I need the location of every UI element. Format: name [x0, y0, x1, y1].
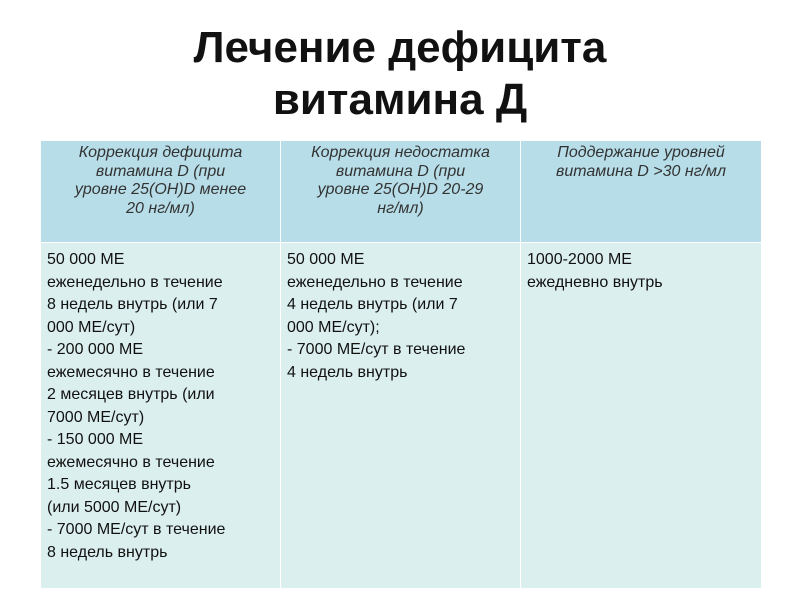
cell-maintenance-regimen	[521, 243, 762, 589]
cell-insufficiency-regimen	[281, 243, 521, 589]
header-line: нг/мл)	[377, 199, 424, 217]
header-line: Поддержание уровней	[557, 144, 725, 161]
cell-line: 4 недель внутрь	[287, 363, 408, 381]
cell-line: 8 недель внутрь	[47, 543, 168, 561]
cell-line: - 150 000 МЕ	[47, 431, 144, 448]
cell-line: 2 месяцев внутрь (или	[47, 386, 215, 403]
cell-deficiency-regimen	[41, 243, 281, 589]
header-line: Коррекция недостатка	[311, 144, 490, 161]
header-line: витамина D >30 нг/мл	[555, 162, 727, 180]
slide-title-line-2: витамина Д	[272, 75, 528, 124]
header-line: уровне 25(OH)D менее	[74, 181, 247, 198]
cell-line: 8 недель внутрь (или 7	[47, 296, 218, 313]
cell-line: ежедневно внутрь	[527, 273, 663, 291]
header-line: 20 нг/мл)	[126, 199, 195, 217]
table-header-row	[41, 141, 762, 243]
cell-line: 4 недель внутрь (или 7	[287, 296, 458, 313]
header-line: витамина D (при	[95, 162, 226, 180]
treatment-table	[40, 140, 762, 589]
cell-line: 1000-2000 МЕ	[527, 251, 632, 268]
header-insufficiency-correction	[281, 141, 521, 243]
slide-title-line-1: Лечение дефицита	[193, 23, 607, 72]
cell-line: еженедельно в течение	[287, 273, 463, 291]
header-deficiency-correction	[41, 141, 281, 243]
table-row	[41, 243, 762, 589]
header-line: уровне 25(OH)D 20-29	[317, 181, 484, 198]
cell-line: (или 5000 МЕ/сут)	[47, 498, 182, 516]
cell-line: 000 МЕ/сут);	[287, 318, 380, 336]
slide-title	[0, 22, 800, 126]
cell-line: 1.5 месяцев внутрь	[47, 476, 191, 493]
cell-line: 000 МЕ/сут)	[47, 318, 136, 336]
cell-line: ежемесячно в течение	[47, 363, 215, 381]
cell-line: 7000 МЕ/сут)	[47, 408, 145, 426]
header-line: Коррекция дефицита	[78, 144, 243, 161]
header-line: витамина D (при	[335, 162, 466, 180]
cell-line: еженедельно в течение	[47, 273, 223, 291]
cell-line: - 7000 МЕ/сут в течение	[287, 341, 466, 358]
cell-line: 50 000 МЕ	[47, 251, 125, 268]
cell-line: ежемесячно в течение	[47, 453, 215, 471]
header-maintenance	[521, 141, 762, 243]
cell-line: - 7000 МЕ/сут в течение	[47, 521, 226, 538]
cell-line: 50 000 МЕ	[287, 251, 365, 268]
cell-line: - 200 000 МЕ	[47, 341, 144, 358]
